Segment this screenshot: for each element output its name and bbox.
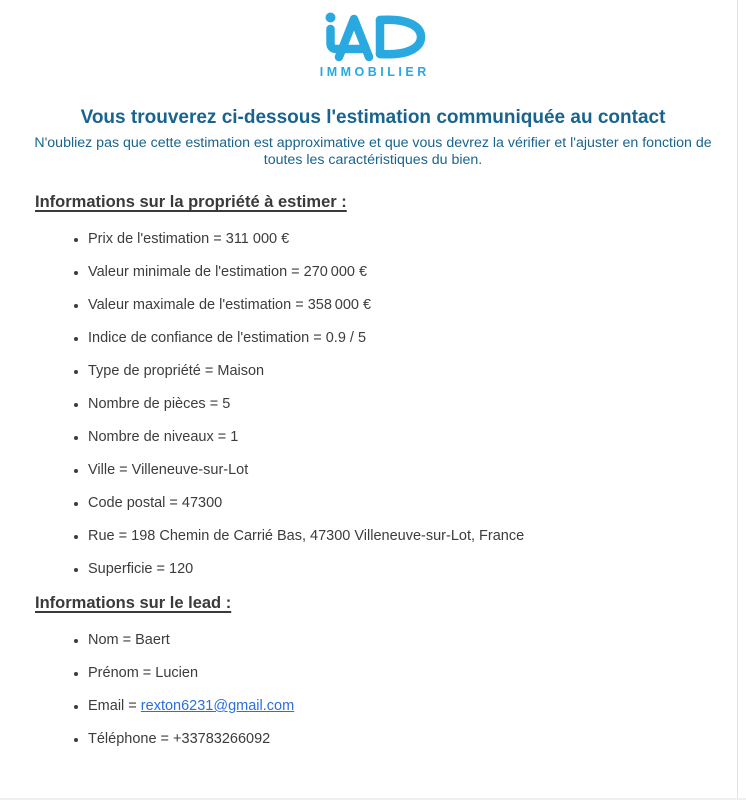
list-item: • Type de propriété = Maison: [88, 362, 746, 380]
list-item: • Valeur minimale de l'estimation = 270 000 €: [88, 263, 746, 281]
brand-header: [0, 0, 746, 79]
list-item: • Prix de l'estimation = 311 000 €: [88, 230, 746, 248]
list-item: • Ville = Villeneuve-sur-Lot: [88, 461, 746, 479]
list-item: • Valeur maximale de l'estimation = 358 000 €: [88, 296, 746, 314]
section-property-info: [0, 193, 746, 578]
section-title-property: Informations sur la propriété à estimer :: [35, 193, 347, 211]
section-lead-info: [0, 594, 746, 748]
list-item: • Prénom = Lucien: [88, 664, 746, 682]
page-subtitle: N'oubliez pas que cette estimation est approximative et que vous devrez la vérifier et l'ajuster en fonction de toutes les caractéristiques du bien.: [34, 135, 712, 168]
list-item: • Email = rexton6231@gmail.com: [88, 697, 746, 715]
list-item: • Téléphone = +33783266092: [88, 730, 746, 748]
page-title: Vous trouverez ci-dessous l'estimation communiquée au contact: [80, 107, 666, 128]
content-right-border: [737, 0, 738, 800]
list-item: • Nombre de niveaux = 1: [88, 428, 746, 446]
list-item: • Superficie = 120: [88, 560, 746, 578]
email-link[interactable]: rexton6231@gmail.com: [140, 698, 295, 714]
list-item: • Nom = Baert: [88, 631, 746, 649]
list-item: • Code postal = 47300: [88, 494, 746, 512]
list-item: • Indice de confiance de l'estimation = 0.9 / 5: [88, 329, 746, 347]
section-title-lead: Informations sur le lead :: [35, 594, 232, 612]
list-item: • Nombre de pièces = 5: [88, 395, 746, 413]
list-item: • Rue = 198 Chemin de Carrié Bas, 47300 Villeneuve-sur-Lot, France: [88, 527, 746, 545]
iad-logo-icon: [321, 10, 426, 62]
property-info-list: [0, 230, 746, 578]
brand-subtext: IMMOBILIER: [319, 65, 430, 79]
lead-info-list: [0, 631, 746, 748]
